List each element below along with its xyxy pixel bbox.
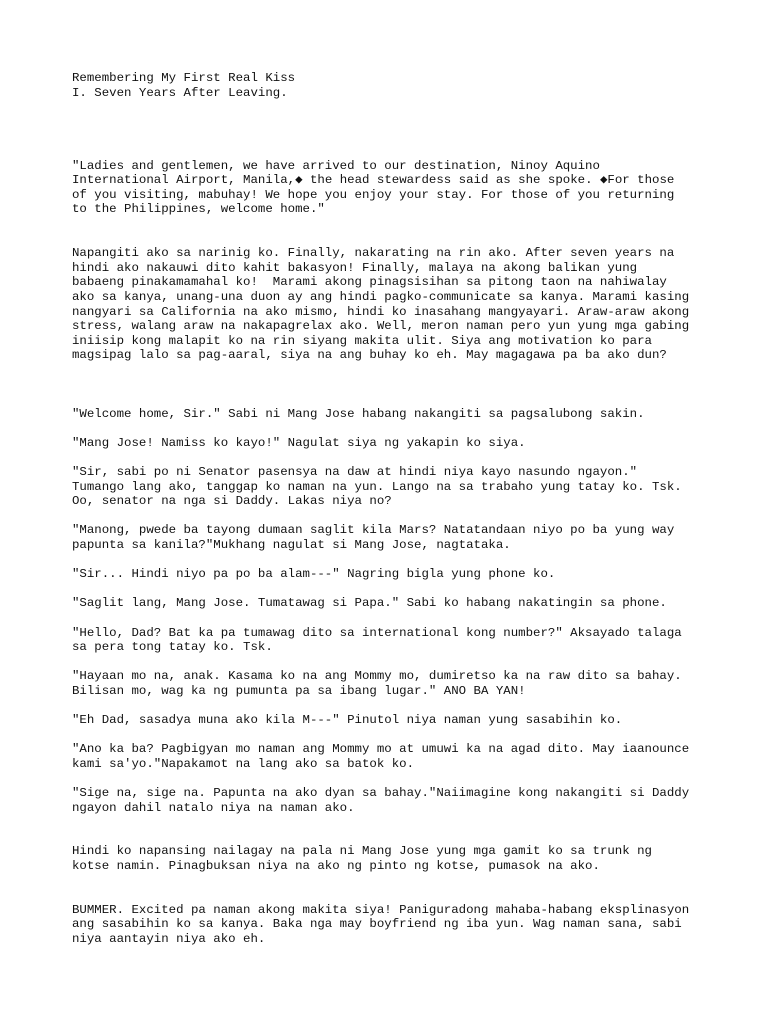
text-line: kotse namin. Pinagbuksan niya na ako ng pinto ng kotse, pumasok na ako. [72, 859, 600, 874]
text-line: nangyari sa California na ako mismo, hindi ko inasahang mangyayari. Araw-araw akong [72, 304, 690, 319]
paragraph-spacing [72, 392, 712, 407]
text-line: hindi ako nakauwi dito kahit bakasyon! Finally, malaya na akong balikan yung [72, 260, 638, 275]
paragraph [72, 596, 712, 611]
text-line: BUMMER. Excited pa naman akong makita siya! Paniguradong mahaba-habang eksplinasyon [72, 902, 690, 917]
text-line: to the Philippines, welcome home." [72, 202, 325, 217]
text-line: "Sir... Hindi niyo pa po ba alam---" Nagring bigla yung phone ko. [72, 567, 556, 582]
text-line: Tumango lang ako, tanggap ko naman na yun. Lango na sa trabaho yung tatay ko. Tsk. [72, 479, 682, 494]
paragraph-spacing [72, 582, 712, 597]
text-line: "Mang Jose! Namiss ko kayo!" Nagulat siya ng yakapin ko siya. [72, 435, 526, 450]
paragraph-spacing [72, 728, 712, 743]
paragraph [72, 159, 712, 217]
paragraph-spacing [72, 611, 712, 626]
text-line: sa pera tong tatay ko. Tsk. [72, 640, 273, 655]
paragraph [72, 407, 712, 422]
paragraph [72, 567, 712, 582]
text-line: "Hayaan mo na, anak. Kasama ko na ang Mommy mo, dumiretso ka na raw dito sa bahay. [72, 669, 682, 684]
paragraph [72, 669, 712, 698]
text-line: "Sir, sabi po ni Senator pasensya na daw at hindi niya kayo nasundo ngayon." [72, 465, 638, 480]
text-line: Napangiti ako sa narinig ko. Finally, nakarating na rin ako. After seven years na [72, 246, 675, 261]
paragraph-spacing [72, 450, 712, 465]
paragraph-spacing [72, 830, 712, 845]
paragraph-spacing [72, 217, 712, 232]
text-line: stress, walang araw na nakapagrelax ako. Well, meron naman pero yun yung mga gabing [72, 319, 690, 334]
paragraph [72, 523, 712, 552]
chapter-heading: I. Seven Years After Leaving. [72, 85, 288, 100]
text-line: kami sa'yo."Napakamot na lang ako sa batok ko. [72, 756, 415, 771]
paragraph-spacing [72, 363, 712, 378]
paragraph-spacing [72, 421, 712, 436]
paragraph-spacing [72, 874, 712, 889]
paragraph-spacing [72, 772, 712, 787]
paragraph-spacing [72, 699, 712, 714]
paragraph-spacing [72, 377, 712, 392]
text-line: of you visiting, mabuhay! We hope you enjoy your stay. For those of you returning [72, 187, 675, 202]
paragraph [72, 742, 712, 771]
text-line: ako sa kanya, unang-una duon ay ang hindi pagko-communicate sa kanya. Marami kasing [72, 289, 690, 304]
text-line: "Saglit lang, Mang Jose. Tumatawag si Papa." Sabi ko habang nakatingin sa phone. [72, 596, 667, 611]
text-line: "Manong, pwede ba tayong dumaan saglit kila Mars? Natatandaan niyo po ba yung way [72, 523, 675, 538]
paragraph-spacing [72, 815, 712, 830]
text-line: "Welcome home, Sir." Sabi ni Mang Jose habang nakangiti sa pagsalubong sakin. [72, 406, 645, 421]
text-line: Oo, senator na nga si Daddy. Lakas niya no? [72, 494, 392, 509]
paragraph-spacing [72, 888, 712, 903]
text-line: babaeng pinakamamahal ko! Marami akong pinagsisihan sa pitong taon na nahiwalay [72, 275, 667, 290]
text-line: "Ladies and gentlemen, we have arrived to our destination, Ninoy Aquino [72, 158, 600, 173]
document-page [72, 71, 712, 947]
paragraph [72, 626, 712, 655]
text-line: iniisip kong malapit ko na rin siyang makita ulit. Siya ang motivation ko para [72, 333, 652, 348]
text-line: "Ano ka ba? Pagbigyan mo naman ang Mommy mo at umuwi ka na agad dito. May iaanounce [72, 742, 690, 757]
text-line: "Hello, Dad? Bat ka pa tumawag dito sa international kong number?" Aksayado talaga [72, 625, 682, 640]
paragraph [72, 786, 712, 815]
paragraph-spacing [72, 655, 712, 670]
paragraph [72, 844, 712, 873]
paragraph [72, 436, 712, 451]
paragraph [72, 246, 712, 363]
paragraph-spacing [72, 115, 712, 130]
paragraph-spacing [72, 232, 712, 247]
text-line: "Sige na, sige na. Papunta na ako dyan sa bahay."Naiimagine kong nakangiti si Daddy [72, 786, 690, 801]
paragraph-spacing [72, 509, 712, 524]
paragraph [72, 903, 712, 947]
text-line: International Airport, Manila,◆ the head stewardess said as she spoke. ◆For those [72, 173, 675, 188]
text-line: Hindi ko napansing nailagay na pala ni Mang Jose yung mga gamit ko sa trunk ng [72, 844, 652, 859]
paragraph [72, 713, 712, 728]
document-body [72, 100, 712, 946]
paragraph-spacing [72, 144, 712, 159]
paragraph-spacing [72, 100, 712, 115]
text-line: papunta sa kanila?"Mukhang nagulat si Mang Jose, nagtataka. [72, 538, 511, 552]
paragraph [72, 465, 712, 509]
text-line: magsipag lalo sa pag-aaral, siya na ang buhay ko eh. May magagawa pa ba ako dun? [72, 348, 667, 363]
text-line: Bilisan mo, wag ka ng pumunta pa sa ibang lugar." ANO BA YAN! [72, 683, 526, 698]
text-line: "Eh Dad, sasadya muna ako kila M---" Pinutol niya naman yung sasabihin ko. [72, 713, 623, 728]
paragraph-spacing [72, 553, 712, 568]
text-line: niya aantayin niya ako eh. [72, 932, 266, 947]
paragraph-spacing [72, 129, 712, 144]
text-line: ang sasabihin ko sa kanya. Baka nga may boyfriend ng iba yun. Wag naman sana, sabi [72, 917, 682, 932]
text-line: ngayon dahil natalo niya na naman ako. [72, 800, 355, 815]
document-title: Remembering My First Real Kiss [72, 71, 296, 85]
